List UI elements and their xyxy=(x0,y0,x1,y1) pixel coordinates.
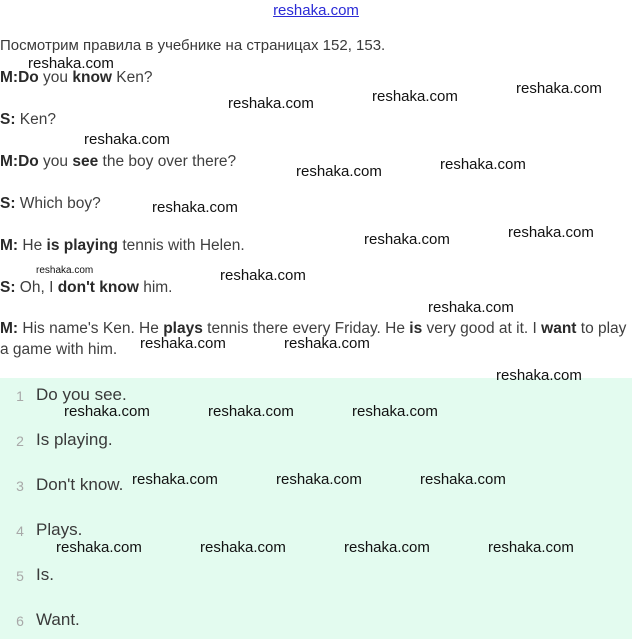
answer-number: 4 xyxy=(16,523,24,539)
speaker-label: S: xyxy=(0,279,16,296)
watermark-text: reshaka.com xyxy=(228,95,314,112)
answer-number: 3 xyxy=(16,478,24,494)
watermark-text: reshaka.com xyxy=(344,539,430,556)
dialogue-text: him. xyxy=(138,279,173,296)
answer-item xyxy=(0,558,632,598)
highlighted-verb: know xyxy=(72,69,112,86)
watermark-text: reshaka.com xyxy=(152,199,238,216)
highlighted-verb: don't know xyxy=(57,279,139,296)
dialogue-text: He xyxy=(18,237,47,254)
dialogue-text: Ken? xyxy=(111,69,153,86)
dialogue-line xyxy=(0,151,236,172)
dialogue-text: to play a game with him. xyxy=(0,320,627,358)
dialogue-text: very good at it. I xyxy=(422,320,542,337)
answer-number: 5 xyxy=(16,568,24,584)
watermark-text: reshaka.com xyxy=(276,471,362,488)
watermark-text: reshaka.com xyxy=(36,265,94,276)
answer-text: Don't know. xyxy=(36,475,124,494)
watermark-text: reshaka.com xyxy=(220,267,306,284)
highlighted-verb: is playing xyxy=(46,237,119,254)
answer-item xyxy=(0,423,632,463)
highlighted-verb: Do xyxy=(18,153,39,170)
answer-text: Want. xyxy=(36,610,80,629)
watermark-text: reshaka.com xyxy=(296,163,382,180)
answer-number: 6 xyxy=(16,613,24,629)
speaker-label: M: xyxy=(0,237,19,254)
dialogue-text: you xyxy=(38,69,73,86)
dialogue-text: Ken? xyxy=(15,111,57,128)
watermark-text: reshaka.com xyxy=(132,471,218,488)
watermark-text: reshaka.com xyxy=(140,335,226,352)
intro-text: Посмотрим правила в учебнике на страницах 152, 153. xyxy=(0,37,386,54)
watermark-text: reshaka.com xyxy=(440,156,526,173)
highlighted-verb: see xyxy=(72,153,99,170)
dialogue-text: tennis with Helen. xyxy=(118,237,245,254)
dialogue-line xyxy=(0,193,101,214)
answer-item xyxy=(0,603,632,643)
speaker-label: M: xyxy=(0,69,19,86)
speaker-label: S: xyxy=(0,195,16,212)
dialogue-line xyxy=(0,277,172,298)
answer-text: Is. xyxy=(36,565,54,584)
site-header-link[interactable]: reshaka.com xyxy=(273,2,359,19)
answer-number: 2 xyxy=(16,433,24,449)
dialogue-line xyxy=(0,109,56,130)
watermark-text: reshaka.com xyxy=(64,403,150,420)
speaker-label: M: xyxy=(0,320,19,337)
watermark-text: reshaka.com xyxy=(488,539,574,556)
answer-text: Is playing. xyxy=(36,430,113,449)
dialogue-text: tennis there every Friday. He xyxy=(202,320,410,337)
watermark-text: reshaka.com xyxy=(508,224,594,241)
watermark-text: reshaka.com xyxy=(200,539,286,556)
watermark-text: reshaka.com xyxy=(420,471,506,488)
watermark-text: reshaka.com xyxy=(496,367,582,384)
answer-text: Do you see. xyxy=(36,385,127,404)
dialogue-text: Oh, I xyxy=(15,279,58,296)
watermark-text: reshaka.com xyxy=(284,335,370,352)
answer-number: 1 xyxy=(16,388,24,404)
watermark-text: reshaka.com xyxy=(364,231,450,248)
highlighted-verb: is xyxy=(409,320,423,337)
answer-text: Plays. xyxy=(36,520,83,539)
watermark-text: reshaka.com xyxy=(428,299,514,316)
watermark-text: reshaka.com xyxy=(516,80,602,97)
speaker-label: S: xyxy=(0,111,16,128)
speaker-label: M: xyxy=(0,153,19,170)
watermark-text: reshaka.com xyxy=(352,403,438,420)
dialogue-line xyxy=(0,235,245,256)
highlighted-verb: Do xyxy=(18,69,39,86)
watermark-text: reshaka.com xyxy=(372,88,458,105)
highlighted-verb: plays xyxy=(163,320,203,337)
watermark-text: reshaka.com xyxy=(28,55,114,72)
watermark-text: reshaka.com xyxy=(56,539,142,556)
highlighted-verb: want xyxy=(541,320,577,337)
dialogue-text: Which boy? xyxy=(15,195,101,212)
watermark-text: reshaka.com xyxy=(208,403,294,420)
dialogue-text: you xyxy=(38,153,73,170)
dialogue-text: His name's Ken. He xyxy=(18,320,164,337)
watermark-text: reshaka.com xyxy=(84,131,170,148)
dialogue-text: the boy over there? xyxy=(98,153,237,170)
